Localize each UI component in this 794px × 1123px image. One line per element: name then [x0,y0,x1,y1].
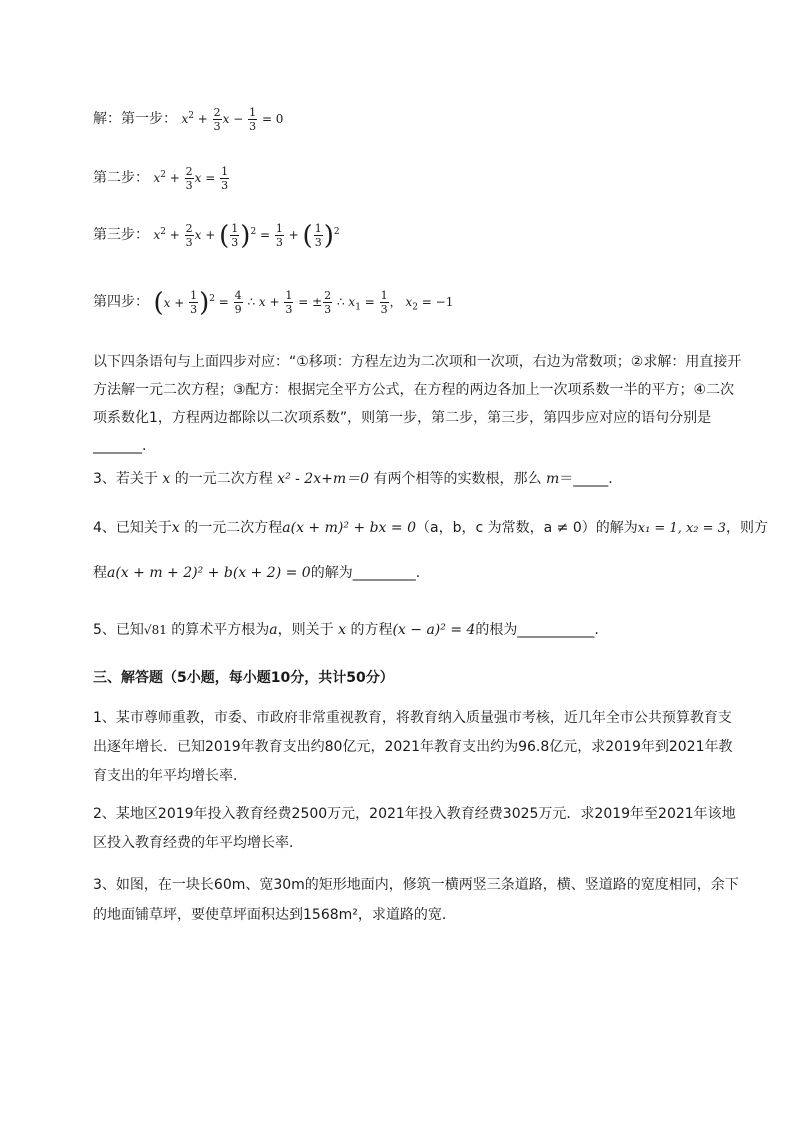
q5-text-a: 的算术平方根为 [171,622,270,638]
q4-blank: 的解为_________. [310,565,421,581]
q5-text-c: 的方程 [346,622,393,638]
step-3 [93,222,340,249]
question-5: 5、已知√81 的算术平方根为a，则关于 x 的方程(x − a)² = 4的根为___________. [93,622,599,638]
q4-solutions: x₁ = 1, x₂ = 3 [637,521,726,536]
q3-prefix: 3、若关于 [93,471,163,487]
q4-equation-1: a(x + m)² + bx = 0 [282,520,416,536]
q5-text-b: ，则关于 [277,622,339,638]
question-4-line-2 [93,563,420,583]
q4-text-a: 的一元二次方程 [184,520,283,536]
step-3-equation: $x^2$ + $\frac{2}{3}$ x + ( $\frac{1}{3}$ ) $^2$ = $\frac{1}{3}$ + ( $\frac{1}{3}$ ) $^2$ [153,220,340,251]
step-4-equation: ( x + $\frac{1}{3}$ ) $^2$ = $\frac{4}{9}$ ∴ x + $\frac{1}{3}$ = ± $\frac{2}{3}$ ∴ $x_1$ = $\frac{1}{3}$ ， $x_2 = -1$ [153,287,454,318]
question-2-text: 以下四条语句与上面四步对应：“①移项：方程左边为二次项和一次项，右边为常数项；②求解：用直接开方法解一元二次方程；③配方：根据完全平方公式，在方程的两边各加上一次项系数一半的平方；④二次项系数化1，方程两边都除以二次项系数”，则第一步，第二步，第三步，第四步应对应的语句分别是_______. [93,354,742,454]
question-4-line-1: 4、已知关于x 的一元二次方程a(x + m)² + bx = 0（a，b，c 为常数，a ≠ 0）的解为x₁ = 1, x₂ = 3，则方 [93,520,768,536]
q5-sqrt: √81 [143,623,167,637]
q3-var: x [162,471,171,487]
step-2-label: 第二步： [93,170,149,186]
question-3 [93,469,613,489]
step-4 [93,289,453,317]
step-2 [93,165,230,192]
q5-equation: (x − a)² = 4 [392,622,476,638]
q3-var-m: m [545,471,560,487]
q4-text-d: 程 [93,565,107,581]
q5-var-a: a [269,622,278,638]
q4-text-c: ，则方 [725,520,768,536]
q5-prefix: 5、已知 [93,622,144,638]
problem-2: 2、某地区2019年投入教育经费2500万元，2021年投入教育经费3025万元．求2019年至2021年该地区投入教育经费的年平均增长率． [93,806,736,851]
q3-blank: ＝_____. [559,471,613,487]
q4-equation-2: a(x + m + 2)² + b(x + 2) = 0 [107,565,311,581]
step-1-equation: $x^2$ + $\frac{2}{3}$ x − $\frac{1}{3}$ = 0 [181,106,284,133]
q4-prefix: 4、已知关于 [93,520,172,536]
step-2-equation: $x^2$ + $\frac{2}{3}$ x = $\frac{1}{3}$ [153,165,229,192]
step-1 [93,106,283,133]
q5-blank: 的根为___________. [475,622,599,638]
problem-1: 1、某市尊师重教，市委、市政府非常重视教育，将教育纳入质量强市考核，近几年全市公共预算教育支出逐年增长．已知2019年教育支出约80亿元，2021年教育支出约为96.8亿元，求2019年到2021年教育支出的年平均增长率． [93,710,733,784]
problem-3: 3、如图，在一块长60m、宽30m的矩形地面内，修筑一横两竖三条道路，横、竖道路的宽度相同，余下的地面铺草坪，要使草坪面积达到1568m²，求道路的宽． [93,877,739,923]
step-3-label: 第三步： [93,227,149,243]
section-3-heading: 三、解答题（5小题，每小题10分，共计50分） [93,670,394,686]
q3-suffix: 有两个相等的实数根，那么 [369,471,546,487]
q3-mid: 的一元二次方程 [170,471,278,487]
q3-equation: x² - 2x+m＝0 [277,471,370,487]
step-4-label: 第四步： [93,294,149,310]
q4-text-b: （a，b，c 为常数，a ≠ 0）的解为 [416,520,638,536]
step-1-label: 解：第一步： [93,111,177,127]
